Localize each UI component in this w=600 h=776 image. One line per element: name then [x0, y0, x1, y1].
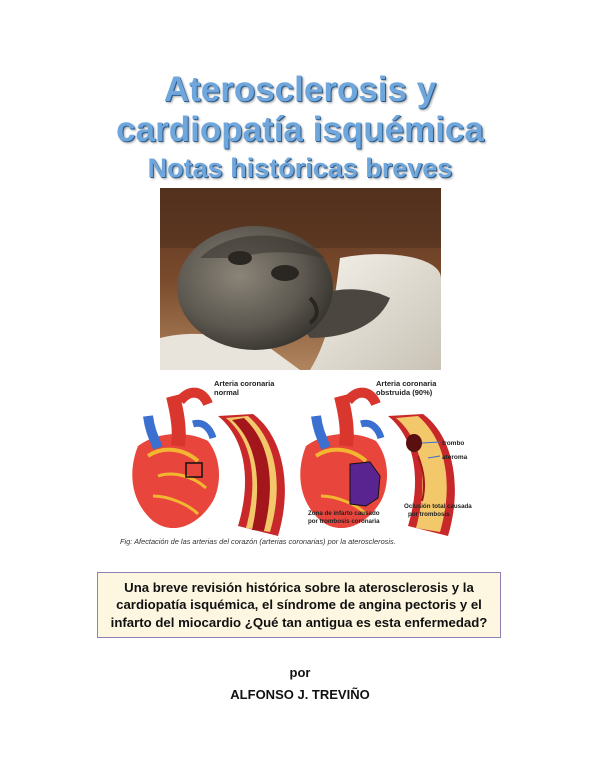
summary-box — [97, 572, 501, 638]
summary-text: Una breve revisión histórica sobre la aterosclerosis y la cardiopatía isquémica, el síndrome de angina pectoris y el infarto del miocardio ¿Qué tan antigua es esta enfermedad? — [110, 579, 488, 630]
label-obstructed-2: obstruida (90%) — [376, 388, 433, 397]
label-ateroma: ateroma — [442, 454, 468, 461]
artery-diagram — [118, 376, 488, 552]
label-normal-1: Arteria coronaria — [214, 379, 275, 388]
normal-artery-figure — [218, 414, 285, 536]
label-infarct-2: por trombosis coronaria — [308, 518, 380, 525]
author-name: ALFONSO J. TREVIÑO — [230, 687, 370, 702]
subtitle: Notas históricas breves — [147, 152, 453, 183]
mummy-photo — [160, 188, 441, 370]
title-line-2: cardiopatía isquémica — [116, 110, 484, 150]
title-line-1: Aterosclerosis y — [163, 70, 437, 109]
byline-por: por — [289, 665, 311, 680]
label-trombo: trombo — [442, 440, 465, 447]
figure-caption: Fig: Afectación de las arterias del corazón (arterias coronarias) por la aterosclerosis. — [120, 537, 396, 546]
label-occlusion-1: Oclusión total causada — [404, 503, 472, 510]
heart-normal-figure — [132, 393, 219, 528]
title-block — [0, 70, 600, 184]
label-infarct-1: Zona de infarto causado — [308, 510, 380, 517]
label-occlusion-2: por trombosis — [408, 511, 450, 518]
label-obstructed-1: Arteria coronaria — [376, 379, 437, 388]
label-normal-2: normal — [214, 388, 240, 397]
heart-infarct-figure — [300, 393, 387, 528]
